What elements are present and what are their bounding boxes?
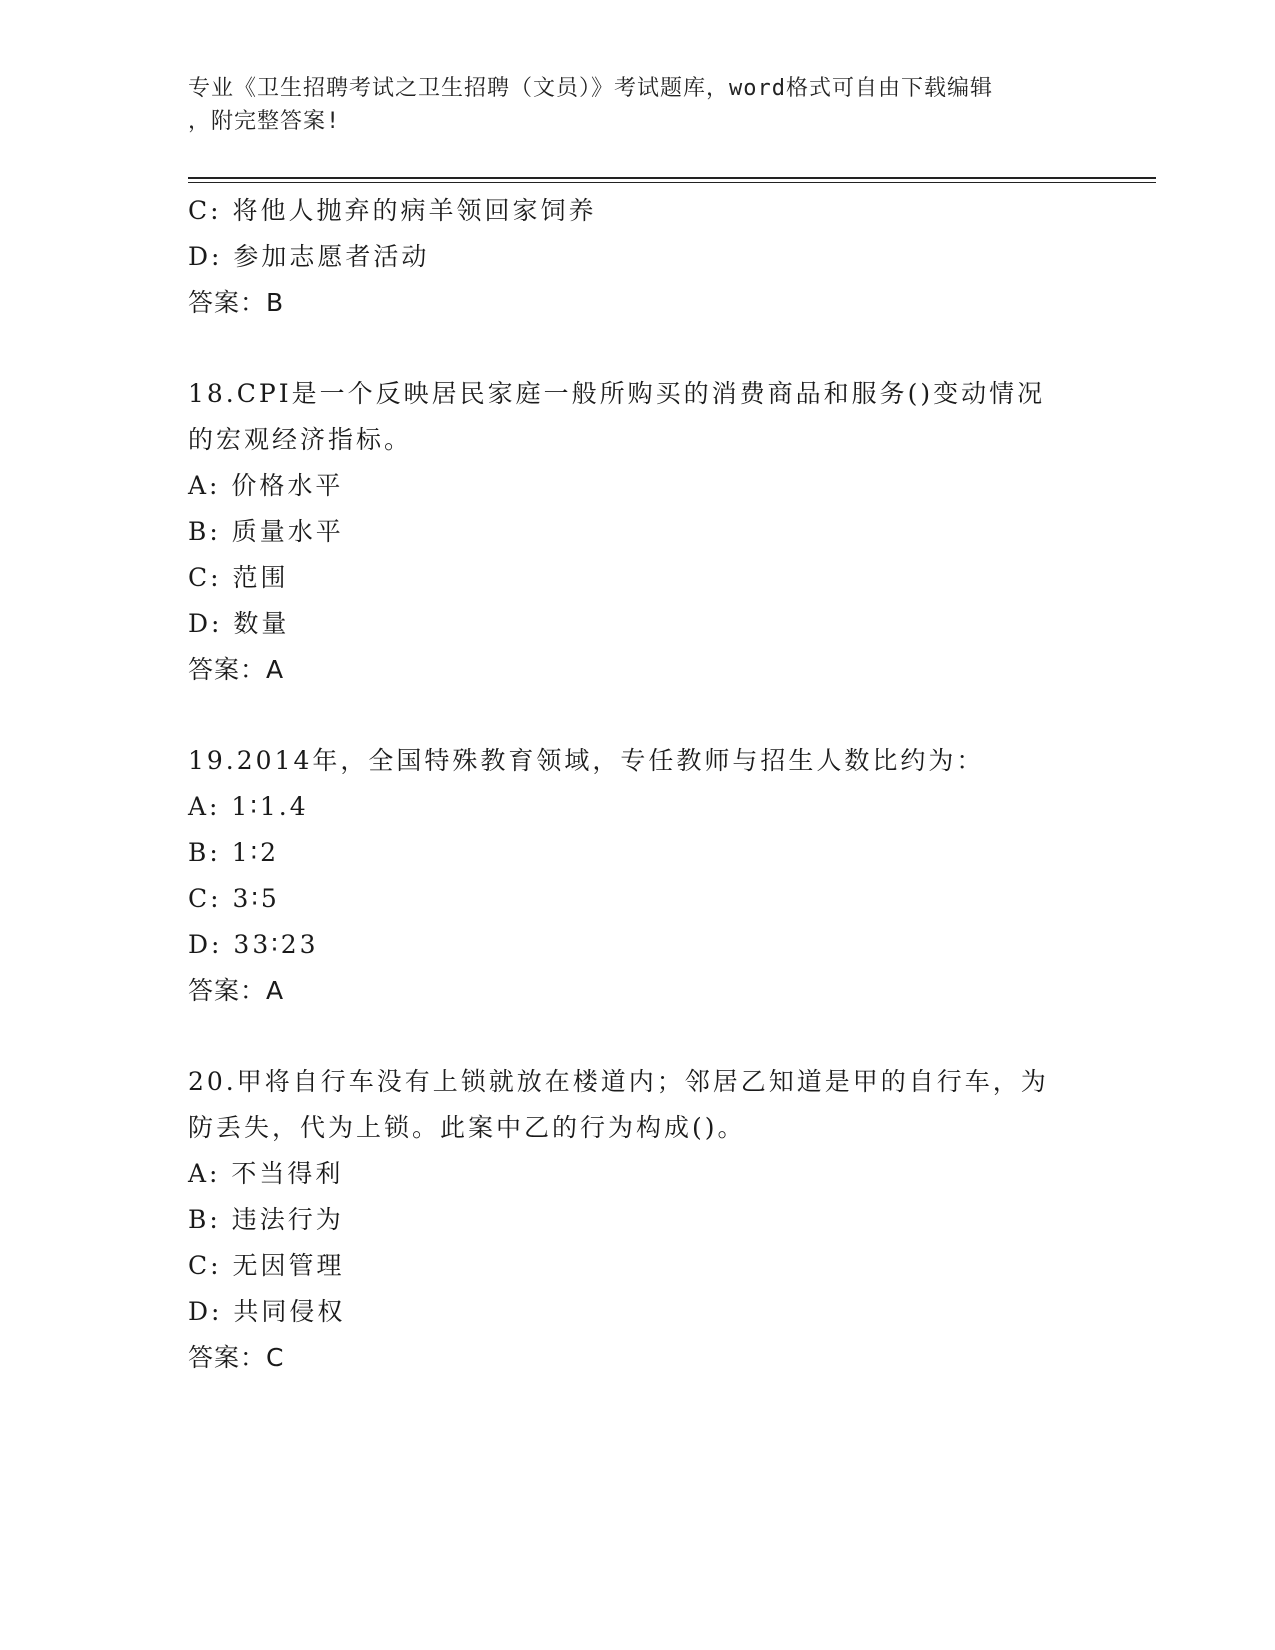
question-stem xyxy=(188,371,1088,463)
option-c: C: 范围 xyxy=(188,563,289,592)
option-a: A: 不当得利 xyxy=(188,1159,344,1188)
question-18 xyxy=(188,371,1088,693)
option-c: C: 将他人抛弃的病羊领回家饲养 xyxy=(188,196,597,225)
question-20 xyxy=(188,1059,1088,1381)
option-d: D: 参加志愿者活动 xyxy=(188,242,430,271)
question-19 xyxy=(188,738,1088,1014)
header-divider-thick xyxy=(188,177,1156,179)
option-c: C: 无因管理 xyxy=(188,1251,345,1280)
answer-label: 答案：B xyxy=(188,288,285,317)
header-divider-thin xyxy=(188,182,1156,183)
answer-label: 答案：A xyxy=(188,655,285,684)
option-d: D: 数量 xyxy=(188,609,290,638)
document-header xyxy=(188,72,1068,138)
question-stem-line: 18.CPI是一个反映居民家庭一般所购买的消费商品和服务()变动情况 xyxy=(188,379,1046,408)
question-stem-line: 的宏观经济指标。 xyxy=(188,425,413,454)
option-b: B: 违法行为 xyxy=(188,1205,344,1234)
option-c: C: 3∶5 xyxy=(188,884,280,913)
option-d: D: 共同侵权 xyxy=(188,1297,346,1326)
question-stem xyxy=(188,738,1088,784)
question-list xyxy=(188,188,1088,1381)
answer-label: 答案：A xyxy=(188,976,285,1005)
header-title-line-1: 专业《卫生招聘考试之卫生招聘（文员）》考试题库，word格式可自由下载编辑 xyxy=(188,76,993,101)
option-a: A: 价格水平 xyxy=(188,471,344,500)
option-d: D: 33∶23 xyxy=(188,930,319,959)
question-stem-line: 20.甲将自行车没有上锁就放在楼道内；邻居乙知道是甲的自行车，为 xyxy=(188,1067,1049,1096)
question-stem-line: 19.2014年，全国特殊教育领域，专任教师与招生人数比约为： xyxy=(188,746,985,775)
question-17-tail xyxy=(188,188,1088,326)
question-stem-line: 防丢失，代为上锁。此案中乙的行为构成()。 xyxy=(188,1113,746,1142)
option-b: B: 1∶2 xyxy=(188,838,280,867)
question-stem xyxy=(188,1059,1088,1151)
answer-label: 答案：C xyxy=(188,1343,285,1372)
option-b: B: 质量水平 xyxy=(188,517,344,546)
option-a: A: 1∶1.4 xyxy=(188,792,309,821)
header-title-line-2: ，附完整答案! xyxy=(188,109,341,134)
